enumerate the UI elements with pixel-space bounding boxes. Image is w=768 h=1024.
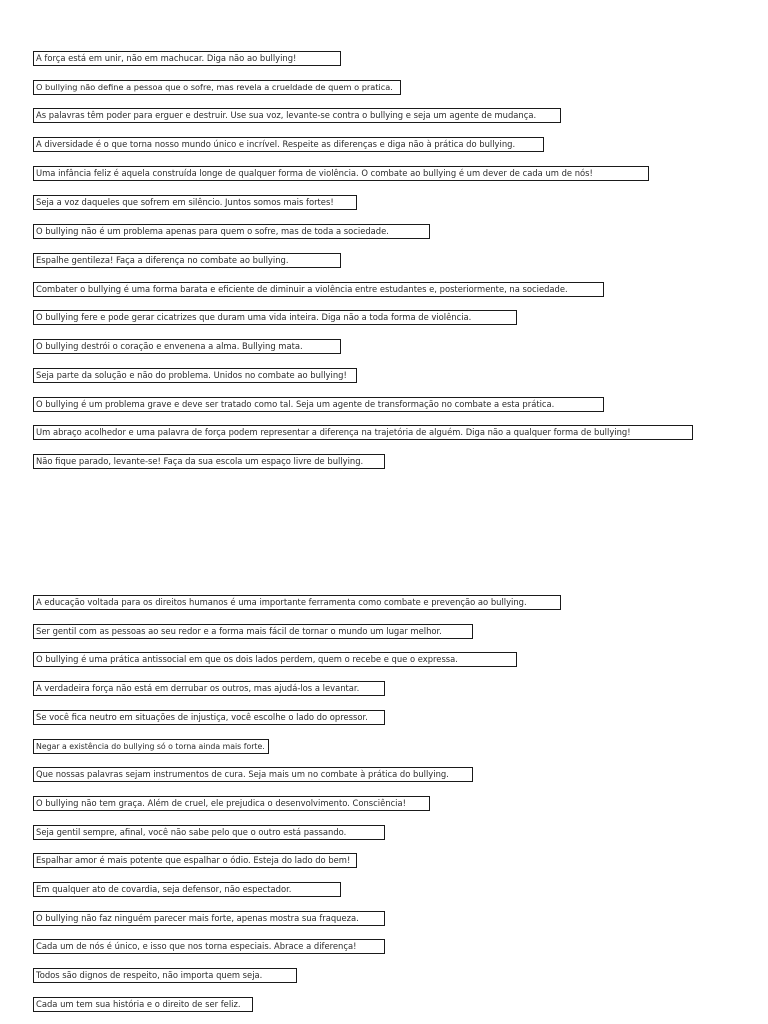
phrase-box: Cada um de nós é único, e isso que nos torna especiais. Abrace a diferença! (33, 939, 385, 954)
phrase-box: Que nossas palavras sejam instrumentos de cura. Seja mais um no combate à prática do bullying. (33, 767, 473, 782)
phrase-box: Não fique parado, levante-se! Faça da sua escola um espaço livre de bullying. (33, 454, 385, 469)
phrase-box: O bullying fere e pode gerar cicatrizes que duram uma vida inteira. Diga não a toda forma de violência. (33, 310, 517, 325)
phrase-box: O bullying não tem graça. Além de cruel, ele prejudica o desenvolvimento. Consciência! (33, 796, 430, 811)
phrase-box: Seja gentil sempre, afinal, você não sabe pelo que o outro está passando. (33, 825, 385, 840)
phrase-box: O bullying não faz ninguém parecer mais forte, apenas mostra sua fraqueza. (33, 911, 385, 926)
phrase-box: O bullying é um problema grave e deve ser tratado como tal. Seja um agente de transformação no combate a esta prática. (33, 397, 604, 412)
phrase-box: A verdadeira força não está em derrubar os outros, mas ajudá-los a levantar. (33, 681, 385, 696)
phrase-box: Espalhar amor é mais potente que espalhar o ódio. Esteja do lado do bem! (33, 853, 357, 868)
phrase-box: Se você fica neutro em situações de injustiça, você escolhe o lado do opressor. (33, 710, 385, 725)
phrase-box: As palavras têm poder para erguer e destruir. Use sua voz, levante-se contra o bullying e seja um agente de mudança. (33, 108, 561, 123)
phrase-box: Uma infância feliz é aquela construída longe de qualquer forma de violência. O combate ao bullying é um dever de cada um de nós! (33, 166, 649, 181)
phrase-box: Seja parte da solução e não do problema. Unidos no combate ao bullying! (33, 368, 357, 383)
phrase-box: A diversidade é o que torna nosso mundo único e incrível. Respeite as diferenças e diga não à prática do bullying. (33, 137, 544, 152)
phrase-box: Em qualquer ato de covardia, seja defensor, não espectador. (33, 882, 341, 897)
phrase-box: Cada um tem sua história e o direito de ser feliz. (33, 997, 253, 1012)
phrase-box: Ser gentil com as pessoas ao seu redor e a forma mais fácil de tornar o mundo um lugar melhor. (33, 624, 473, 639)
phrase-box: A educação voltada para os direitos humanos é uma importante ferramenta como combate e prevenção ao bullying. (33, 595, 561, 610)
phrase-box: O bullying não é um problema apenas para quem o sofre, mas de toda a sociedade. (33, 224, 430, 239)
phrase-box: O bullying é uma prática antissocial em que os dois lados perdem, quem o recebe e que o expressa. (33, 652, 517, 667)
phrase-box: Combater o bullying é uma forma barata e eficiente de diminuir a violência entre estudantes e, posteriormente, na sociedade. (33, 282, 604, 297)
phrase-box: O bullying não define a pessoa que o sofre, mas revela a crueldade de quem o pratica. (33, 80, 401, 95)
phrase-box: Espalhe gentileza! Faça a diferença no combate ao bullying. (33, 253, 341, 268)
phrase-box: O bullying destrói o coração e envenena a alma. Bullying mata. (33, 339, 341, 354)
phrase-box: Negar a existência do bullying só o torna ainda mais forte. (33, 739, 269, 754)
phrase-box: A força está em unir, não em machucar. Diga não ao bullying! (33, 51, 341, 66)
phrase-box: Todos são dignos de respeito, não importa quem seja. (33, 968, 297, 983)
phrase-box: Seja a voz daqueles que sofrem em silêncio. Juntos somos mais fortes! (33, 195, 357, 210)
phrase-box: Um abraço acolhedor e uma palavra de força podem representar a diferença na trajetória de alguém. Diga não a qualquer forma de bullying! (33, 425, 693, 440)
